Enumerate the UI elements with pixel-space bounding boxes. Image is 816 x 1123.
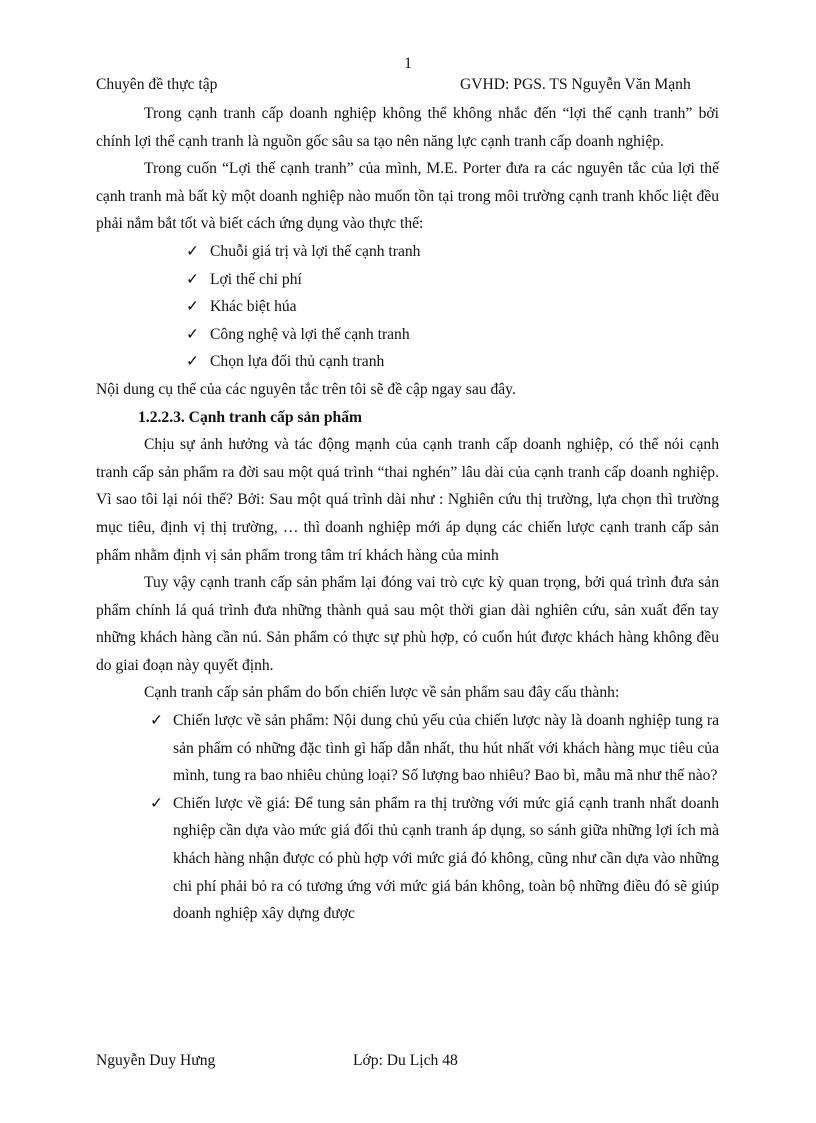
list-item [186,266,719,294]
list-item [96,790,719,928]
paragraph-product-competition: Chịu sự ảnh hưởng và tác động mạnh của cạnh tranh cấp doanh nghiệp, có thể nói cạnh tranh cấp sản phẩm ra đời sau một quá trình “thai nghén” lâu dài của cạnh tranh cấp doanh nghiệp. Vì sao tôi lại nói thế? Bởi: Sau một quá trình dài như : Nghiên cứu thị trường, lựa chọn thì trường mục tiêu, định vị thị trường, … thì doanh nghiệp mới áp dụng các chiến lược cạnh tranh cấp sản phẩm nhằm định vị sản phẩm trong tâm trí khách hàng của minh [96,436,719,564]
list-item [96,707,719,790]
paragraph-principles-followup: Nội dung cụ thể của các nguyên tắc trên tôi sẽ đề cập ngay sau đây. [96,380,516,398]
header-title: Chuyên đề thực tập [96,76,218,93]
list-item-text: Công nghệ và lợi thế cạnh tranh [210,325,410,343]
paragraph-competitive-advantage-intro: Trong cạnh tranh cấp doanh nghiệp không thể không nhắc đến “lợi thế cạnh tranh” bởi chính lợi thế cạnh tranh là nguồn gốc sâu sa tạo nên năng lực cạnh tranh cấp doanh nghiệp. [96,105,719,150]
paragraph-product-role: Tuy vậy cạnh tranh cấp sản phẩm lại đóng vai trò cực kỳ quan trọng, bởi quá trình đưa sản phẩm chính lá quá trình đưa những thành quả sau một thời gian dài nghiên cứu, sản xuất đến tay những khách hàng cần nú. Sản phẩm có thực sự phù hợp, có cuốn hút được khách hàng không đều do giai đoạn này quyết định. [96,574,719,674]
paragraph-porter: Trong cuốn “Lợi thế cạnh tranh” của mình, M.E. Porter đưa ra các nguyên tắc của lợi thế cạnh tranh mà bất kỳ một doanh nghiệp nào muốn tồn tại trong môi trường cạnh tranh khốc liệt đều phải nắm bắt tốt và biết cách ứng dụng vào thực thế: [96,160,719,233]
check-icon: ✓ [186,242,200,260]
principles-list [96,238,719,376]
check-icon: ✓ [186,353,200,371]
list-item [186,321,719,349]
strategies-list [96,707,719,928]
paragraph-four-strategies: Cạnh tranh cấp sản phẩm do bốn chiến lược về sản phẩm sau đây cấu thành: [144,684,620,702]
list-item-text: Khác biệt húa [210,298,297,316]
list-item [186,238,719,266]
list-item-text: Chiến lược về giá: Để tung sản phẩm ra thị trường với mức giá cạnh tranh nhất doanh nghiệp cần dựa vào mức giá đối thủ cạnh tranh áp dụng, so sánh giữa những lợi ích mà khách hàng nhận được có phù hợp với mức giá đó không, cũng như cần dựa vào những chi phí phải bỏ ra có tương ứng với mức giá bán không, toàn bộ những điều đó sẽ giúp doanh nghiệp xây dựng được [173,794,719,923]
footer-author: Nguyễn Duy Hưng [96,1052,216,1069]
page-number [0,55,816,73]
section-heading: 1.2.2.3. Cạnh tranh cấp sản phẩm [138,408,362,426]
list-item [186,293,719,321]
page-footer [96,1052,718,1074]
list-item-text: Chọn lựa đối thủ cạnh tranh [210,353,385,371]
page-number-text: 1 [404,55,412,72]
footer-class: Lớp: Du Lịch 48 [353,1052,458,1069]
header-advisor: GVHD: PGS. TS Nguyễn Văn Mạnh [460,76,691,93]
check-icon: ✓ [150,794,164,812]
list-item-text: Chiến lược về sản phẩm: Nội dung chủ yếu của chiến lược này là doanh nghiệp tung ra sản phẩm có những đặc tình gì hấp dẫn nhất, thu hút nhất với khách hàng mục tiêu của mình, tung ra bao nhiêu chủng loại? Số lượng bao nhiêu? Bao bì, mẫu mã như thế nào? [173,712,719,785]
check-icon: ✓ [150,712,164,730]
document-body [96,100,719,928]
page-header [96,76,718,96]
list-item [186,348,719,376]
list-item-text: Chuỗi giá trị và lợi thế cạnh tranh [210,242,421,260]
check-icon: ✓ [186,325,200,343]
check-icon: ✓ [186,298,200,316]
check-icon: ✓ [186,270,200,288]
list-item-text: Lợi thế chi phí [210,270,302,288]
